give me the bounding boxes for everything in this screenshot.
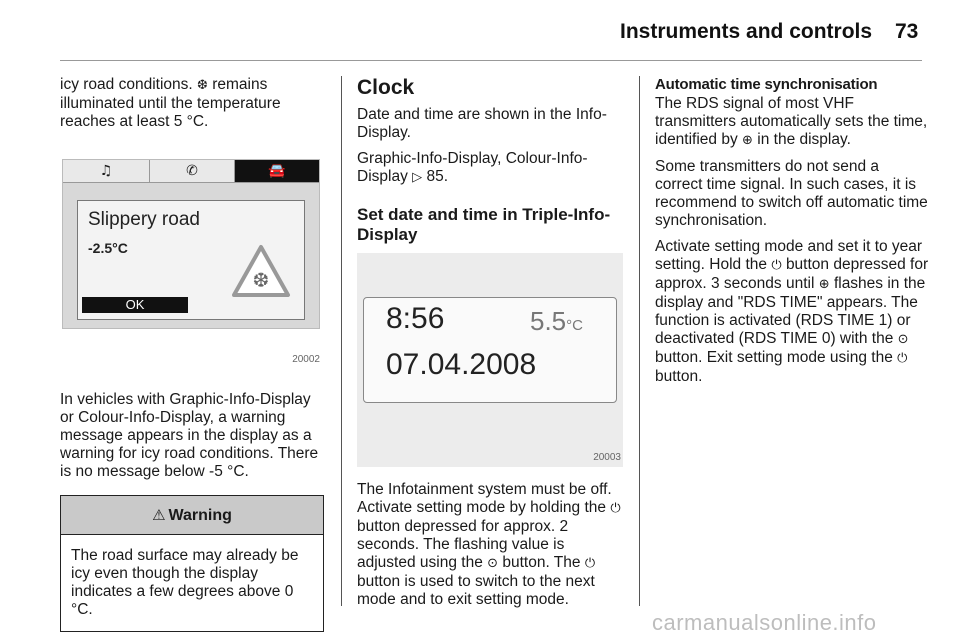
info-display-figure	[60, 151, 322, 369]
set-button-icon: ⊙	[897, 332, 909, 347]
sync-paragraph-3: Activate setting mode and set it to year setting. Hold the ⏻ button depressed for approx. 3 seconds until ⊕ flashes in the display and "RDS TIME" appears. The function is activated (RDS TIME 1) or deactivated (RDS TIME 0) with the ⊙ button. Exit setting mode using the ⏻ button.	[655, 238, 929, 385]
warning-icon: ⚠	[152, 506, 166, 524]
column-divider-1	[341, 76, 342, 606]
figure-number: 20002	[292, 354, 320, 365]
display-date: 07.04.2008	[386, 348, 537, 381]
header-divider	[60, 60, 922, 61]
car-icon: 🚘	[235, 160, 319, 182]
auto-sync-heading: Automatic time synchronisation	[655, 76, 878, 93]
clock-button-icon: ⏻	[584, 556, 596, 571]
intro-paragraph: icy road conditions. ❆ remains illuminated until the temperature reaches at least 5 °C.	[60, 76, 281, 130]
display-temperature: 5.5°C	[530, 306, 583, 336]
display-tab-bar	[63, 160, 319, 183]
warning-text: The road surface may already be icy even though the display indicates a few degrees above 0 °C.	[71, 547, 299, 618]
clock-button-icon: ⏻	[610, 501, 621, 516]
triangle-snowflake-icon: ❆	[252, 268, 270, 292]
warning-heading: Warning	[168, 507, 232, 524]
warning-header	[61, 496, 323, 535]
setting-paragraph: The Infotainment system must be off. Activate setting mode by holding the ⏻ button depressed for approx. 2 seconds. The flashing value is adjusted using the ⊙ button. The ⏻ button is used to switch to the next mode and to exit setting mode.	[357, 481, 621, 608]
warning-message-box	[77, 200, 305, 320]
message-title: Slippery road	[88, 209, 200, 230]
column-2	[357, 76, 625, 617]
snowflake-icon: ❆	[197, 78, 208, 93]
phone-icon: ✆	[150, 160, 235, 182]
info-paragraph: In vehicles with Graphic-Info-Display or Colour-Info-Display, a warning message appears in the display as a warning for icy road conditions. There is no message below -5 °C.	[60, 391, 319, 480]
warning-box	[60, 495, 324, 632]
clock-paragraph-2: Graphic-Info-Display, Colour-Info-Display ▷ 85.	[357, 150, 588, 185]
clock-button-icon: ⏻	[897, 351, 908, 366]
column-1	[60, 76, 326, 632]
info-display	[62, 159, 320, 329]
clock-heading: Clock	[357, 76, 415, 99]
page-reference-icon: ▷	[412, 170, 423, 185]
watermark: carmanualsonline.info	[652, 610, 877, 635]
column-3	[655, 76, 930, 394]
rds-clock-icon: ⊕	[818, 277, 830, 292]
message-temperature: -2.5°C	[88, 240, 128, 256]
set-date-time-heading: Set date and time in Triple-Info-Display	[357, 205, 611, 244]
music-icon: ♫	[63, 160, 150, 182]
page-number: 73	[895, 20, 919, 43]
sync-paragraph-2: Some transmitters do not send a correct time signal. In such cases, it is recommend to switch off automatic time synchronisation.	[655, 158, 928, 229]
display-time: 8:56	[386, 302, 445, 335]
sync-paragraph-1: The RDS signal of most VHF transmitters automatically sets the time, identified by ⊕ in the display.	[655, 95, 928, 148]
page-section-title: Instruments and controls	[620, 20, 873, 43]
triple-info-display	[363, 297, 617, 403]
set-button-icon: ⊙	[487, 556, 499, 571]
column-divider-2	[639, 76, 640, 606]
figure-number: 20003	[593, 452, 621, 463]
rds-clock-icon: ⊕	[742, 133, 753, 148]
triple-info-display-figure	[357, 253, 623, 467]
ok-button: OK	[82, 297, 188, 313]
clock-button-icon: ⏻	[771, 258, 782, 273]
clock-paragraph-1: Date and time are shown in the Info-Display.	[357, 106, 607, 141]
warning-triangle-icon	[230, 243, 292, 299]
